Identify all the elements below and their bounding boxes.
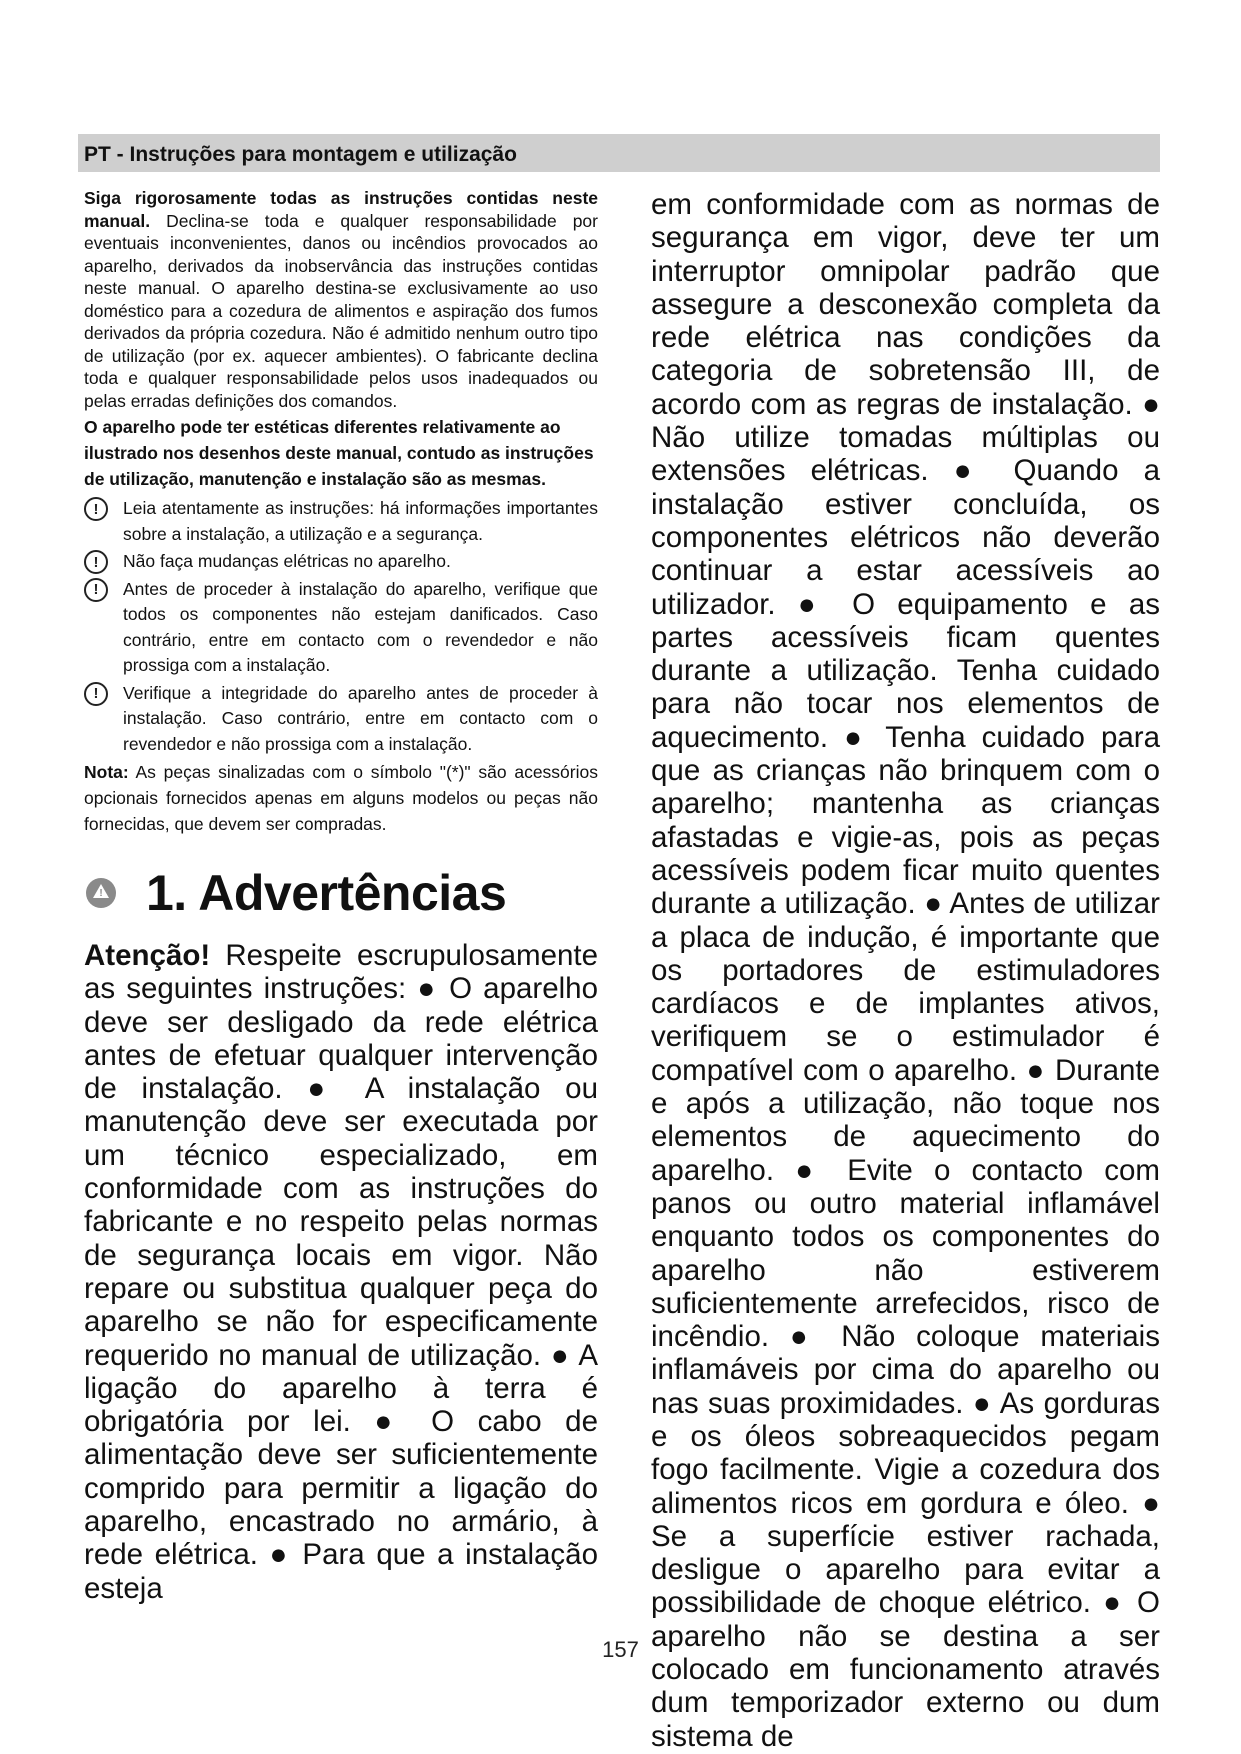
nota-paragraph [84,759,598,837]
warning-item [84,577,598,679]
advertencias-right-text: em conformidade com as normas de segurança em vigor, deve ter um interruptor omnipolar padrão que assegure a desconexão completa da rede elétrica nas condições da categoria de sobretensão III, de acordo com as regras de instalação. ● Não utilize tomadas múltiplas ou extensões elétricas. ● Quando a instalação estiver concluída, os componentes elétricos não deverão continuar a estar acessíveis ao utilizador. ● O equipamento e as partes acessíveis ficam quentes durante a utilização. Tenha cuidado para não tocar nos elementos de aquecimento. ● Tenha cuidado para que as crianças não brinquem com o aparelho; mantenha as crianças afastadas e vigie-as, pois as peças acessíveis podem ficar muito quentes durante a utilização. ● Antes de utilizar a placa de indução, é importante que os portadores de estimuladores cardíacos e de implantes ativos, verifiquem se o estimulador é compatível com o aparelho. ● Durante e após a utilização, não toque nos elementos de aquecimento do aparelho. ● Evite o contacto com panos ou outro material inflamável enquanto todos os componentes do aparelho não estiverem suficientemente arrefecidos, risco de incêndio. ● Não coloque materiais inflamáveis por cima do aparelho ou nas suas proximidades. ● As gorduras e os óleos sobreaquecidos pegam fogo facilmente. Vigie a cozedura dos alimentos ricos em gordura e óleo. ● Se a superfície estiver rachada, desligue o aparelho para evitar a possibilidade de choque elétrico. ● O aparelho não se destina a ser colocado em funcionamento através dum temporizador externo ou dum sistema de [651,188,1160,1753]
section-header-bar [78,134,1160,172]
advertencias-left-text [84,939,598,1605]
warning-text: Verifique a integridade do aparelho antes de proceder à instalação. Caso contrário, entre em contacto com o revendedor e não prossiga com a instalação. [123,682,598,754]
right-column [651,188,1160,1753]
header-title: PT - Instruções para montagem e utilização [84,143,517,166]
warning-item [84,681,598,758]
warning-text: Leia atentamente as instruções: há informações importantes sobre a instalação, a utilização e a segurança. [123,498,598,544]
warning-icon: ! [84,497,108,521]
intro-lead: Siga rigorosamente todas as instruções contidas neste manual. [84,188,598,231]
attention-label: Atenção! [84,939,211,972]
page-number: 157 [602,1637,639,1662]
warning-icon: ! [84,682,108,706]
section-title [82,863,598,923]
left-column [84,187,598,1605]
warning-item [84,496,598,547]
nota-text: As peças sinalizadas com o símbolo "(*)" são acessórios opcionais fornecidos apenas em alguns modelos ou peças não fornecidas, que devem ser compradas. [84,762,598,834]
warning-text: Antes de proceder à instalação do aparelho, verifique que todos os componentes não estejam danificados. Caso contrário, entre em contacto com o revendedor e não prossiga com a instalação. [123,578,598,675]
intro-paragraph [84,187,598,412]
warning-icon: ! [84,550,108,574]
advertencias-left-body: Respeite escrupulosamente as seguintes instruções: ● O aparelho deve ser desligado da rede elétrica antes de efetuar qualquer intervenção de instalação. ● A instalação ou manutenção deve ser executada por um técnico especializado, em conformidade com as instruções do fabricante e no respeito pelas normas de segurança locais em vigor. Não repare ou substitua qualquer peça do aparelho se não for especificamente requerido no manual de utilização. ● A ligação do aparelho à terra é obrigatória por lei. ● O cabo de alimentação deve ser suficientemente comprido para permitir a ligação do aparelho, encastrado no armário, à rede elétrica. ● Para que a instalação esteja [84,939,599,1605]
warning-icon: ! [84,578,108,602]
warning-text: Não faça mudanças elétricas no aparelho. [123,551,451,571]
intro-text: Declina-se toda e qualquer responsabilidade por eventuais inconvenientes, danos ou incêndios provocados ao aparelho, derivados da inobservância das instruções contidas neste manual. O aparelho destina-se exclusivamente ao uso doméstico para a cozedura de alimentos e aspiração dos fumos derivados da própria cozedura. Não é admitido nenhum outro tipo de utilização (por ex. aquecer ambientes). O fabricante declina toda e qualquer responsabilidade pelos usos inadequados ou pelas erradas definições dos comandos. [84,210,598,411]
nota-label: Nota: [84,762,129,782]
warning-item [84,549,598,575]
design-notice: O aparelho pode ter estéticas diferentes relativamente ao ilustrado nos desenhos deste manual, contudo as instruções de utilização, manutenção e instalação são as mesmas. [84,417,594,489]
warning-triangle-icon: ! [86,878,116,908]
section-heading: 1. Advertências [146,865,507,921]
